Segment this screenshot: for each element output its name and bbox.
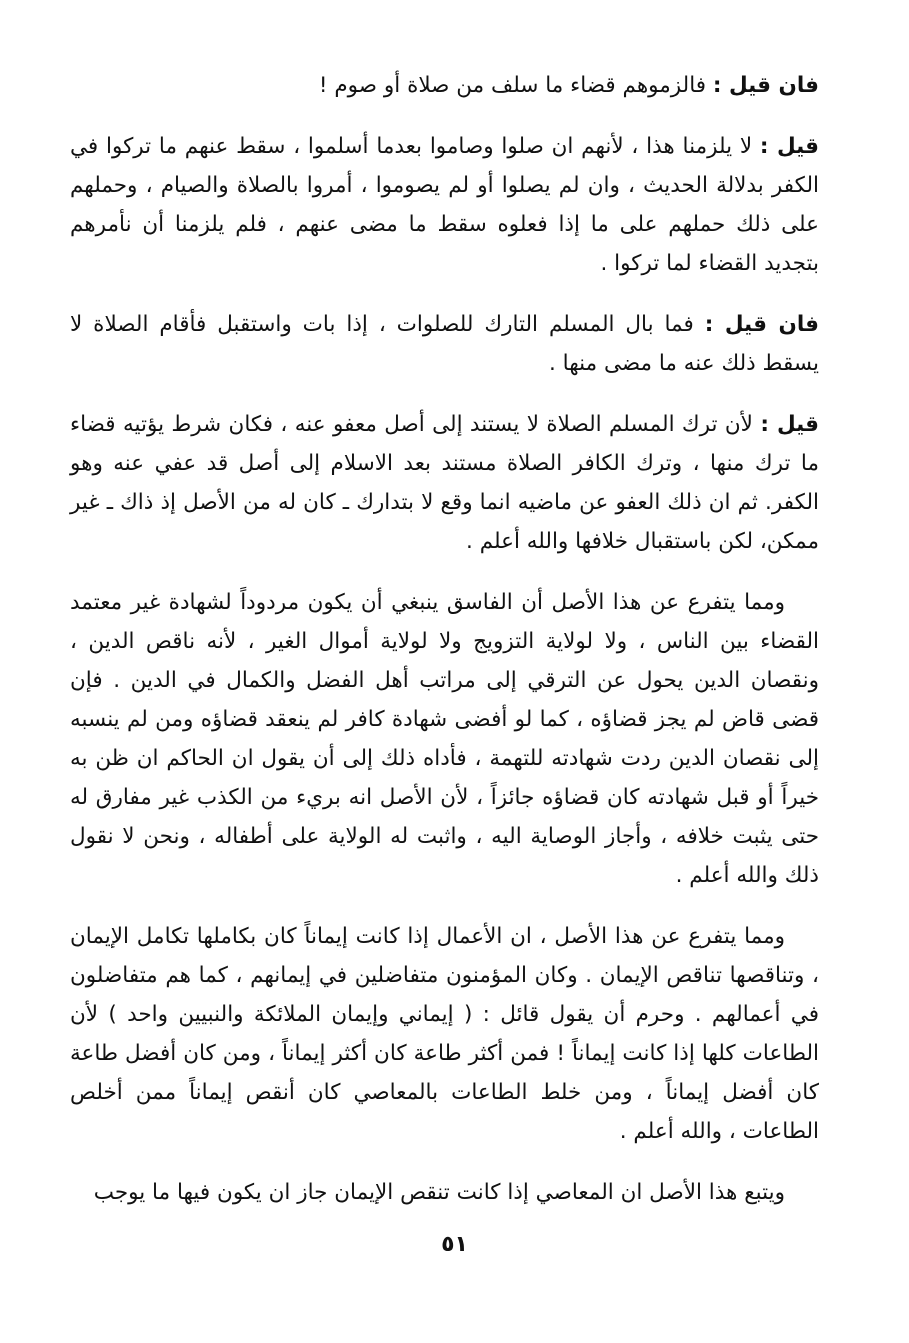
paragraph-5-text: ومما يتفرع عن هذا الأصل أن الفاسق ينبغي أن يكون مردوداً لشهادة غير معتمد القضاء بين الناس ، ولا لولاية التزويج ولا لولاية أموال الغير ، لأنه ناقص الدين ، ونقصان الدين يحول عن الترقي إلى مراتب أهل الفضل والكمال في الدين . فإن قضى قاض لم يجز قضاؤه ، كما لو أفضى شهادة كافر لم ينعقد قضاؤه ومن لم ينسبه إلى نقصان الدين ردت شهادته للتهمة ، فأداه ذلك إلى أن يقول ان الحاكم ان ظن به خيراً أو قبل شهادته كان قضاؤه جائزاً ، لأن الأصل انه بريء من الكذب غير مفارق له حتى يثبت خلافه ، وأجاز الوصاية اليه ، واثبت له الولاية على أطفاله ، ونحن لا نقول ذلك والله أعلم . <box>70 590 819 888</box>
paragraph-6-text: ومما يتفرع عن هذا الأصل ، ان الأعمال إذا كانت إيماناً كان بكاملها تكامل الإيمان ، وتناقصها تناقص الإيمان . وكان المؤمنون متفاضلين في إيمانهم ، كما هم متفاضلون في أعمالهم . وحرم أن يقول قائل : ( إيماني وإيمان الملائكة والنبيين واحد ) لأن الطاعات كلها إذا كانت إيماناً ! فمن أكثر طاعة كان أكثر إيماناً ، ومن كان أفضل طاعة كان أفضل إيماناً ، ومن خلط الطاعات بالمعاصي كان أنقص إيماناً ممن أخلص الطاعات ، والله أعلم . <box>70 924 819 1144</box>
paragraph-4-text: لأن ترك المسلم الصلاة لا يستند إلى أصل معفو عنه ، فكان شرط يؤتيه قضاء ما ترك منها ، وترك الكافر الصلاة مستند بعد الاسلام إلى أصل قد عفي عنه وهو الكفر. ثم ان ذلك العفو عن ماضيه انما وقع لا بتدارك ـ كان له من الأصل إذ ذاك ـ غير ممكن، لكن باستقبال خلافها والله أعلم . <box>70 412 819 554</box>
paragraph-5 <box>70 583 819 895</box>
paragraph-2 <box>70 127 819 283</box>
paragraph-2-label: قيل : <box>759 134 819 159</box>
paragraph-3-text: فما بال المسلم التارك للصلوات ، إذا بات واستقبل فأقام الصلاة لا يسقط ذلك عنه ما مضى منها . <box>70 312 819 376</box>
paragraph-7-text: ويتبع هذا الأصل ان المعاصي إذا كانت تنقص الإيمان جاز ان يكون فيها ما يوجب <box>93 1180 785 1205</box>
paragraph-6 <box>70 917 819 1151</box>
paragraph-2-text: لا يلزمنا هذا ، لأنهم ان صلوا وصاموا بعدما أسلموا ، سقط عنهم ما تركوا في الكفر بدلالة الحديث ، وان لم يصلوا أو لم يصوموا ، أمروا بالصلاة والصيام ، وحملهم على ذلك حملهم على ما إذا فعلوه سقط ما مضى عنهم ، فلم يلزمنا أن نأمرهم بتجديد القضاء لما تركوا . <box>70 134 819 276</box>
paragraph-1-label: فان قيل : <box>712 73 819 98</box>
paragraph-7 <box>70 1173 819 1212</box>
page-body <box>70 66 819 1263</box>
paragraph-4-label: قيل : <box>760 412 819 437</box>
paragraph-3 <box>70 305 819 383</box>
paragraph-4 <box>70 405 819 561</box>
paragraph-1 <box>70 66 819 105</box>
paragraph-3-label: فان قيل : <box>704 312 819 337</box>
paragraph-1-text: فالزموهم قضاء ما سلف من صلاة أو صوم ! <box>318 73 707 98</box>
page-number: ٥١ <box>441 1232 468 1257</box>
